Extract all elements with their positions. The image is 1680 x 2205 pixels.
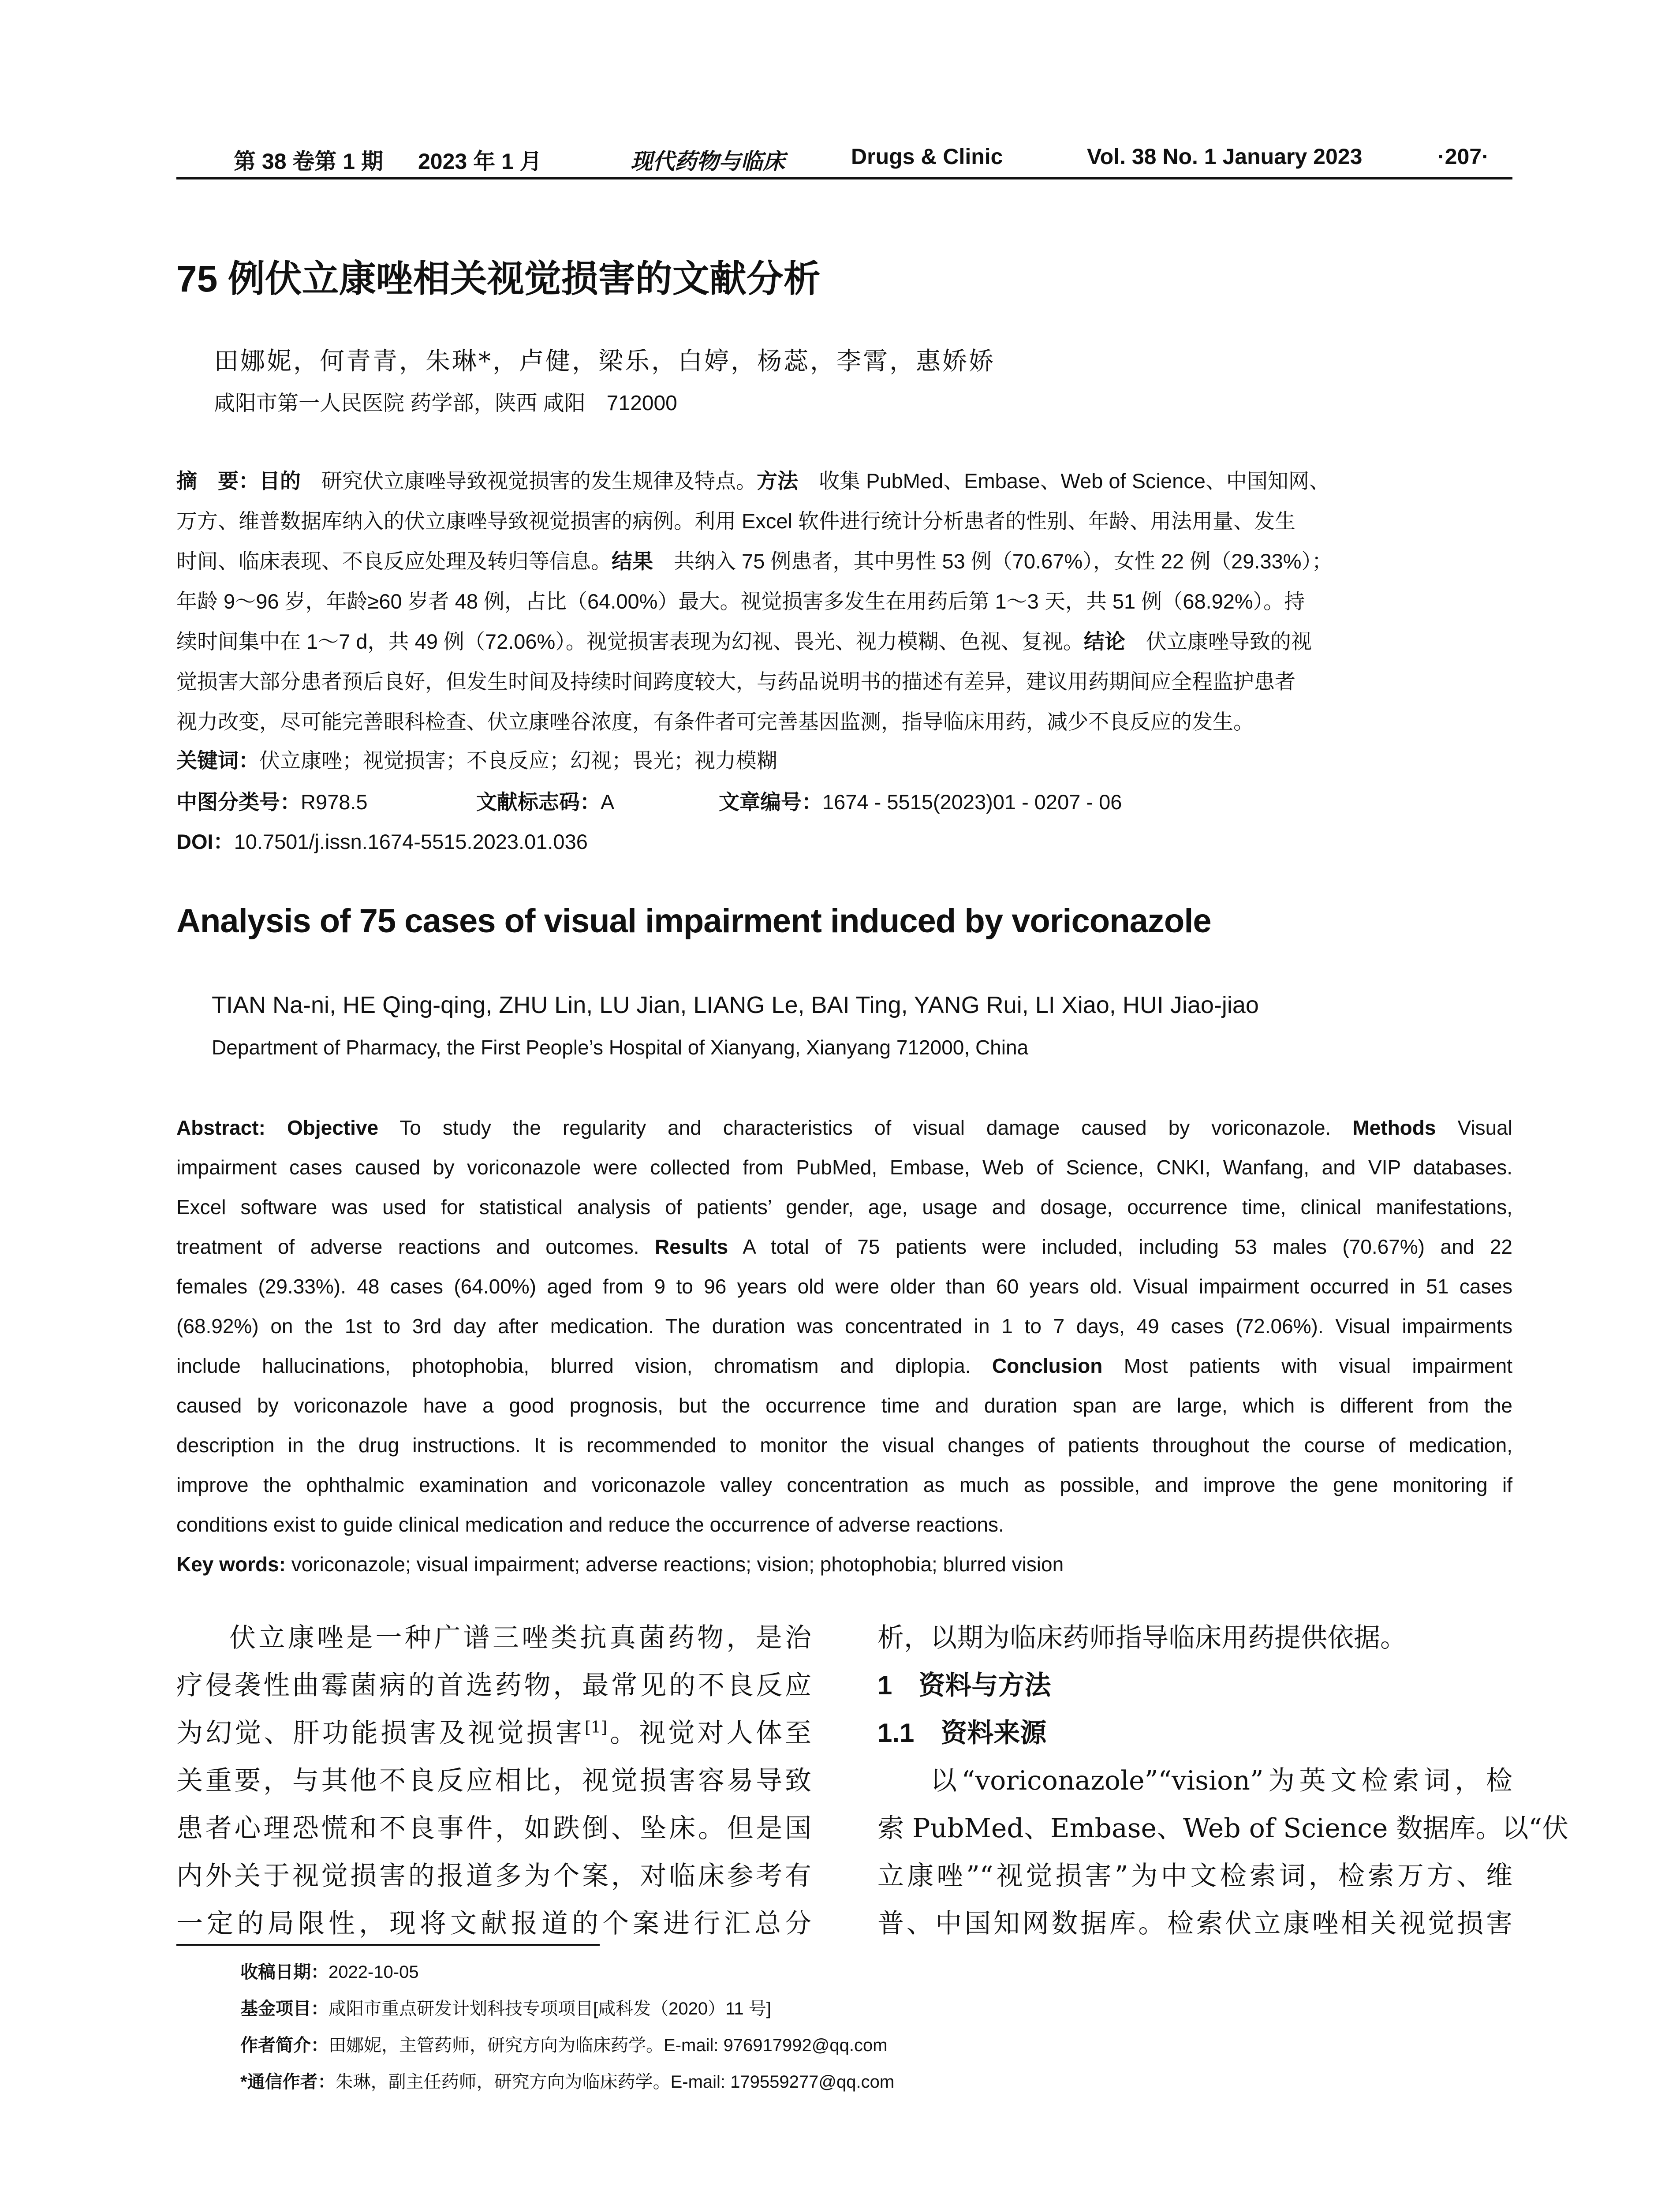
abstract-en-text: description in the drug instructions. It is recommended to monitor the visual changes of patients throughout the course of medication, [176,1434,1512,1457]
abstract-en-text: females (29.33%). 48 cases (64.00%) aged from 9 to 96 years old were older than 60 years old. Visual impairment occurred in 51 cases [176,1275,1512,1298]
body-text: 析，以期为临床药师指导临床用药提供依据。 [877,1622,1407,1653]
affiliation-cn: 咸阳市第一人民医院 药学部，陕西 咸阳 712000 [214,392,677,415]
abstract-en-text: Excel software was used for statistical analysis of patients’ gender, age, usage and dosage, occurrence time, clinical manifestations, [176,1196,1512,1218]
clc-label: 中图分类号： [176,790,301,814]
abstract-en-text: treatment of adverse reactions and outcomes. [176,1235,655,1258]
article-number [719,786,1122,815]
abstract-cn-text: 万方、维普数据库纳入的伏立康唑导致视觉损害的病例。利用 Excel 软件进行统计分析患者的性别、年龄、用法用量、发生 [176,509,1296,533]
section-heading: 1 资料与方法 [877,1671,1051,1700]
title-cn: 75 例伏立康唑相关视觉损害的文献分析 [176,258,821,299]
abstract-en-text: A total of 75 patients were included, including 53 males (70.67%) and 22 [728,1235,1512,1258]
label-objective-cn: 目的 [259,469,301,493]
header-journal-en: Drugs & Clinic [851,144,1003,169]
label-results-cn: 结果 [612,549,653,573]
body-text: 索 PubMed、Embase、Web of Science 数据库。以“伏 [877,1813,1569,1844]
body-text: 关重要，与其他不良反应相比，视觉损害容易导致 [176,1765,811,1796]
authors-en: TIAN Na-ni, HE Qing-qing, ZHU Lin, LU Jian, LIANG Le, BAI Ting, YANG Rui, LI Xiao, HUI Jiao-jiao [212,992,1259,1018]
header-page-number: ·207· [1437,144,1489,169]
footnote-corresponding [240,2068,894,2093]
body-text: 普、中国知网数据库。检索伏立康唑相关视觉损害 [877,1908,1512,1939]
abstract-en-text: caused by voriconazole have a good prognosis, but the occurrence time and duration span are large, which is different from the [176,1394,1512,1417]
abstract-cn-text: 伏立康唑导致的视 [1125,630,1312,653]
clc-value: R978.5 [301,790,368,814]
label-results-en: Results [655,1235,728,1258]
body-column-right [877,1614,1569,1947]
body-column-left [176,1614,811,1947]
abstract-en-text: include hallucinations, photophobia, blurred vision, chromatism and diplopia. [176,1354,992,1377]
article-number-label: 文章编号： [719,790,822,814]
keywords-en-text: voriconazole; visual impairment; adverse reactions; vision; photophobia; blurred vision [291,1553,1064,1576]
footnote-label: 作者简介： [240,2036,329,2055]
footnote-label: *通信作者： [240,2072,336,2092]
abstract-cn-text: 共纳入 75 例患者，其中男性 53 例（70.67%），女性 22 例（29.33%）； [653,549,1333,573]
keywords-en-label: Key words: [176,1553,291,1576]
doi-label: DOI： [176,830,234,853]
footnote-label: 收稿日期： [240,1962,329,1982]
body-text: 。视觉对人体至 [607,1718,811,1749]
abstract-cn [176,461,1512,742]
doi [176,826,588,855]
abstract-en-lead: Abstract: [176,1116,287,1139]
footnote-fund [240,1995,771,2020]
abstract-cn-text: 觉损害大部分患者预后良好，但发生时间及持续时间跨度较大，与药品说明书的描述有差异，建议用药期间应全程监护患者 [176,670,1295,693]
footnote-text: 朱琳，副主任药师，研究方向为临床药学。E-mail: 179559277@qq.com [335,2072,895,2092]
label-methods-en: Methods [1352,1116,1436,1139]
label-objective-en: Objective [287,1116,379,1139]
label-conclusion-en: Conclusion [992,1354,1103,1377]
body-text: 一定的局限性，现将文献报道的个案进行汇总分 [176,1908,811,1939]
running-header [176,140,1512,176]
abstract-en-text: (68.92%) on the 1st to 3rd day after medication. The duration was concentrated in 1 to 7 days, 49 cases (72.06%). Visual impairments [176,1315,1512,1338]
abstract-en-text: To study the regularity and characteristics of visual damage caused by voriconazole. [378,1116,1353,1139]
abstract-en-text: improve the ophthalmic examination and voriconazole valley concentration as much as possible, and improve the gene monitoring if [176,1473,1512,1496]
footnote-text: 2022-10-05 [329,1962,419,1982]
abstract-cn-text: 视力改变，尽可能完善眼科检查、伏立康唑谷浓度，有条件者可完善基因监测，指导临床用药，减少不良反应的发生。 [176,710,1254,733]
article-number-value: 1674 - 5515(2023)01 - 0207 - 06 [822,790,1122,814]
abstract-cn-text: 年龄 9～96 岁，年龄≥60 岁者 48 例，占比（64.00%）最大。视觉损害多发生在用药后第 1～3 天，共 51 例（68.92%）。持 [176,590,1305,613]
header-journal-cn: 现代药物与临床 [631,148,785,174]
body-text: 伏立康唑是一种广谱三唑类抗真菌药物，是治 [229,1622,811,1653]
footnote-author [240,2031,888,2056]
abstract-cn-text: 研究伏立康唑导致视觉损害的发生规律及特点。 [301,469,757,493]
doc-code-value: A [601,790,615,814]
authors-cn: 田娜妮，何青青，朱琳*，卢健，梁乐，白婷，杨蕊，李霄，惠娇娇 [214,347,995,376]
keywords-cn-text: 伏立康唑；视觉损害；不良反应；幻视；畏光；视力模糊 [259,749,777,772]
classification-line [176,786,368,815]
abstract-cn-text: 收集 PubMed、Embase、Web of Science、中国知网、 [798,469,1330,493]
header-date-cn: 2023 年 1 月 [418,149,542,174]
abstract-en-text: impairment cases caused by voriconazole were collected from PubMed, Embase, Web of Science, CNKI, Wanfang, and VIP databases. [176,1156,1512,1179]
label-conclusion-cn: 结论 [1083,630,1125,653]
footnote-label: 基金项目： [240,1999,329,2018]
body-text: 以“voriconazole”“vision”为英文检索词，检 [930,1765,1512,1796]
body-text: 内外关于视觉损害的报道多为个案，对临床参考有 [176,1861,811,1891]
doc-code-label: 文献标志码： [476,790,601,814]
keywords-cn-label: 关键词： [176,749,259,772]
affiliation-en: Department of Pharmacy, the First People’s Hospital of Xianyang, Xianyang 712000, China [212,1036,1029,1059]
header-volume-en: Vol. 38 No. 1 January 2023 [1087,144,1363,169]
footnote-text: 田娜妮，主管药师，研究方向为临床药学。E-mail: 976917992@qq.com [329,2036,888,2055]
abstract-en-text: conditions exist to guide clinical medication and reduce the occurrence of adverse reactions. [176,1513,1004,1536]
abstract-cn-text: 时间、临床表现、不良反应处理及转归等信息。 [176,549,612,573]
abstract-en-text: Visual [1436,1116,1512,1139]
label-methods-cn: 方法 [757,469,798,493]
abstract-cn-lead: 摘 要： [176,469,259,493]
body-text: 患者心理恐慌和不良事件，如跌倒、坠床。但是国 [176,1813,811,1844]
subsection-heading: 1.1 资料来源 [877,1718,1047,1748]
abstract-cn-text: 续时间集中在 1～7 d，共 49 例（72.06%）。视觉损害表现为幻视、畏光、视力模糊、色视、复视。 [176,630,1084,653]
body-text: 立康唑”“视觉损害”为中文检索词，检索万方、维 [877,1861,1512,1891]
footnote-rule [176,1944,600,1946]
abstract-en-text: Most patients with visual impairment [1102,1354,1512,1377]
keywords-cn [176,744,777,774]
title-en: Analysis of 75 cases of visual impairment induced by voriconazole [176,902,1211,940]
footnote-text: 咸阳市重点研发计划科技专项项目[咸科发（2020）11 号] [329,1999,771,2018]
doc-code [476,786,614,815]
footnote-received [240,1958,419,1983]
header-volume-cn: 第 38 卷第 1 期 [234,149,383,174]
body-text: 疗侵袭性曲霉菌病的首选药物，最常见的不良反应 [176,1670,811,1701]
header-rule [176,177,1512,179]
abstract-en [176,1108,1512,1584]
citation-ref[interactable]: [1] [585,1719,607,1737]
body-text: 为幻觉、肝功能损害及视觉损害 [176,1718,585,1749]
doi-value: 10.7501/j.issn.1674-5515.2023.01.036 [234,830,588,853]
